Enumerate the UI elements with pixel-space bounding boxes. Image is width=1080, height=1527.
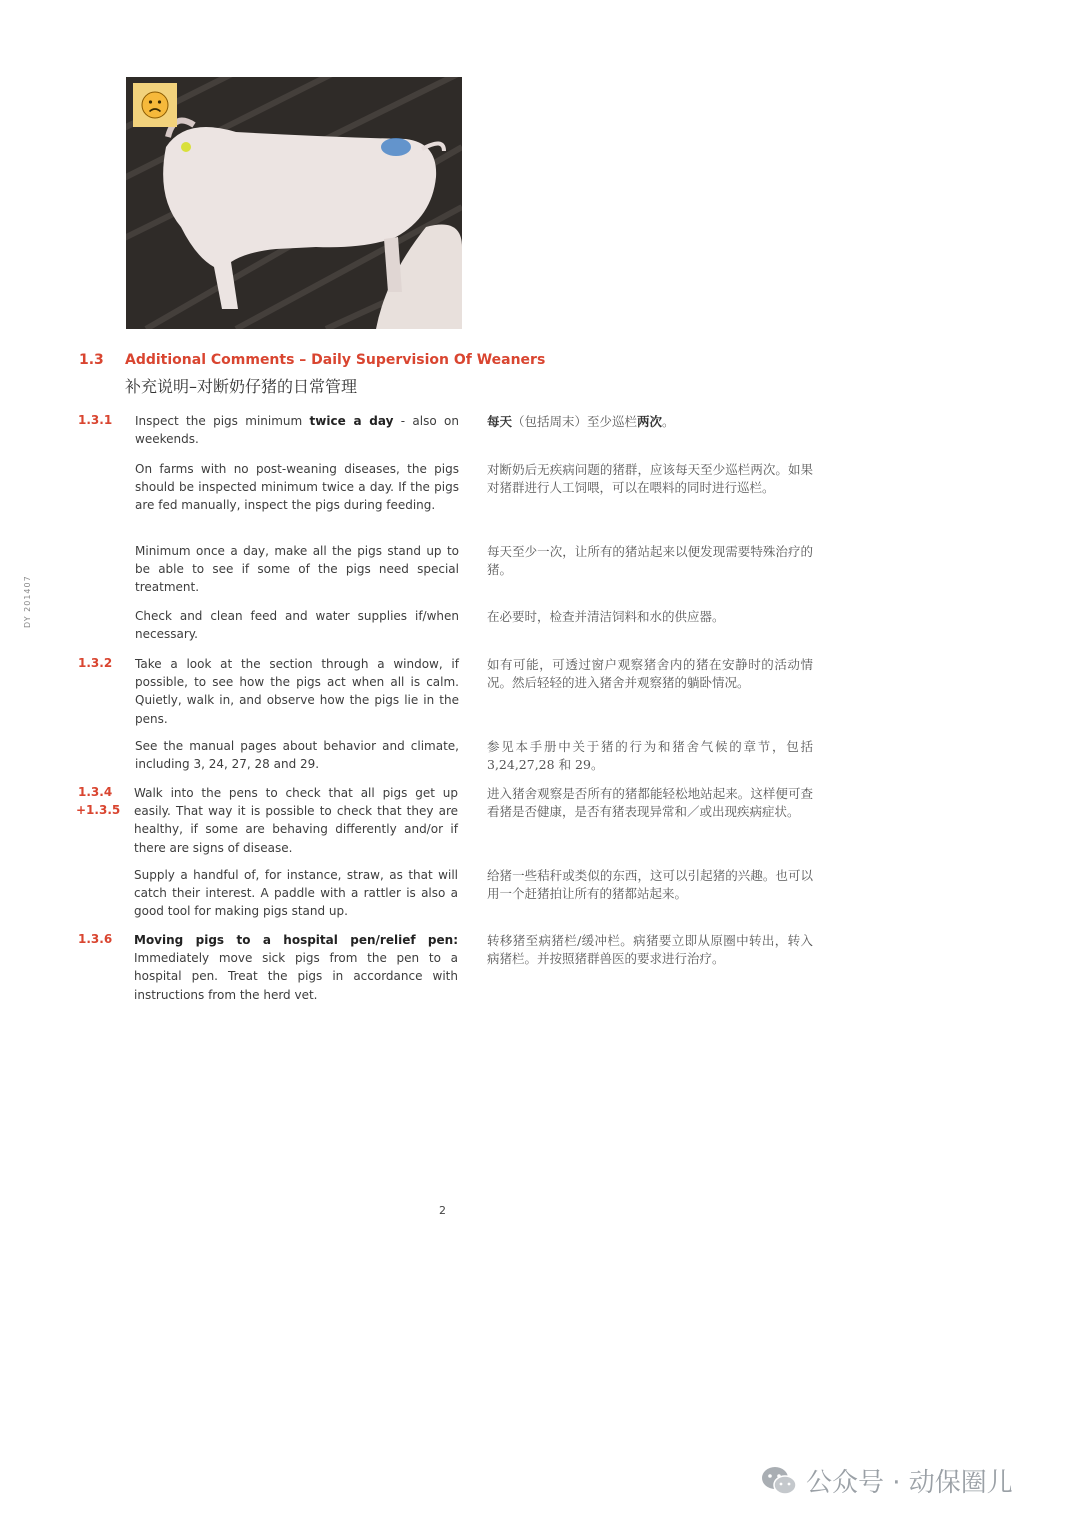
item-1-3-1-zh-3: 每天至少一次，让所有的猪站起来以便发现需要特殊治疗的猪。 [487, 544, 813, 578]
item-1-3-1-en-4: Check and clean feed and water supplies if/when necessary. [135, 609, 459, 642]
item-number-1-3-2: 1.3.2 [78, 656, 113, 670]
item-1-3-4-en-1: Walk into the pens to check that all pigs get up easily. That way it is possible to check that they are healthy, if some are behaving differently and/or if there are signs of disease. [134, 786, 458, 855]
item-1-3-1-en-3: Minimum once a day, make all the pigs stand up to be able to see if some of the pigs need special treatment. [135, 544, 459, 595]
watermark [760, 1462, 1013, 1499]
section-number: 1.3 [79, 352, 104, 368]
item-1-3-1-zh-4: 在必要时，检查并清洁饲料和水的供应器。 [487, 609, 725, 624]
item-1-3-6-zh-1: 转移猪至病猪栏/缓冲栏。病猪要立即从原圈中转出，转入病猪栏。并按照猪群兽医的要求进行治疗。 [487, 933, 813, 967]
item-number-1-3-4: 1.3.4 [78, 785, 113, 799]
sad-face-badge [133, 83, 177, 127]
item-1-3-1-en-1: Inspect the pigs minimum twice a day - also on weekends. [135, 414, 459, 447]
item-1-3-2-en-1: Take a look at the section through a window, if possible, to see how the pigs act when all is calm. Quietly, walk in, and observe how the pigs lie in the pens. [135, 657, 459, 726]
document-code: DY 201407 [23, 575, 32, 628]
sad-face-icon [140, 90, 170, 120]
item-number-1-3-5: +1.3.5 [76, 803, 121, 817]
wechat-icon [760, 1465, 798, 1497]
page-number: 2 [439, 1204, 446, 1217]
item-1-3-4-zh-1: 进入猪舍观察是否所有的猪都能轻松地站起来。这样便可查看猪是否健康，是否有猪表现异常和／或出现疾病症状。 [487, 786, 813, 820]
section-title-zh: 补充说明–对断奶仔猪的日常管理 [125, 377, 358, 396]
item-number-1-3-6: 1.3.6 [78, 932, 113, 946]
item-1-3-1-en-2: On farms with no post-weaning diseases, the pigs should be inspected minimum twice a day. If the pigs are fed manually, inspect the pigs during feeding. [135, 462, 459, 513]
item-number-1-3-1: 1.3.1 [78, 413, 113, 427]
item-1-3-1-zh-2: 对断奶后无疾病问题的猪群，应该每天至少巡栏两次。如果对猪群进行人工饲喂，可以在喂料的同时进行巡栏。 [487, 462, 813, 496]
watermark-text: 公众号 · 动保圈儿 [806, 1468, 1013, 1498]
item-1-3-2-en-2: See the manual pages about behavior and climate, including 3, 24, 27, 28 and 29. [135, 739, 459, 772]
item-1-3-2-zh-1: 如有可能，可透过窗户观察猪舍内的猪在安静时的活动情况。然后轻轻的进入猪舍并观察猪的躺卧情况。 [487, 657, 813, 691]
item-1-3-1-zh-1: 每天（包括周末）至少巡栏两次。 [487, 414, 675, 429]
item-1-3-6-en-1: Moving pigs to a hospital pen/relief pen: Immediately move sick pigs from the pen to a hospital pen. Treat the pigs in accordance with instructions from the herd vet. [134, 933, 458, 1002]
item-1-3-4-zh-2: 给猪一些秸秆或类似的东西，这可以引起猪的兴趣。也可以用一个赶猪拍让所有的猪都站起来。 [487, 868, 813, 902]
section-title: Additional Comments – Daily Supervision Of Weaners [125, 352, 546, 368]
pig-photo [126, 77, 462, 329]
item-1-3-2-zh-2: 参见本手册中关于猪的行为和猪舍气候的章节，包括 3,24,27,28 和 29。 [487, 739, 813, 773]
item-1-3-4-en-2: Supply a handful of, for instance, straw, as that will catch their interest. A paddle with a rattler is also a good tool for making pigs stand up. [134, 868, 458, 919]
